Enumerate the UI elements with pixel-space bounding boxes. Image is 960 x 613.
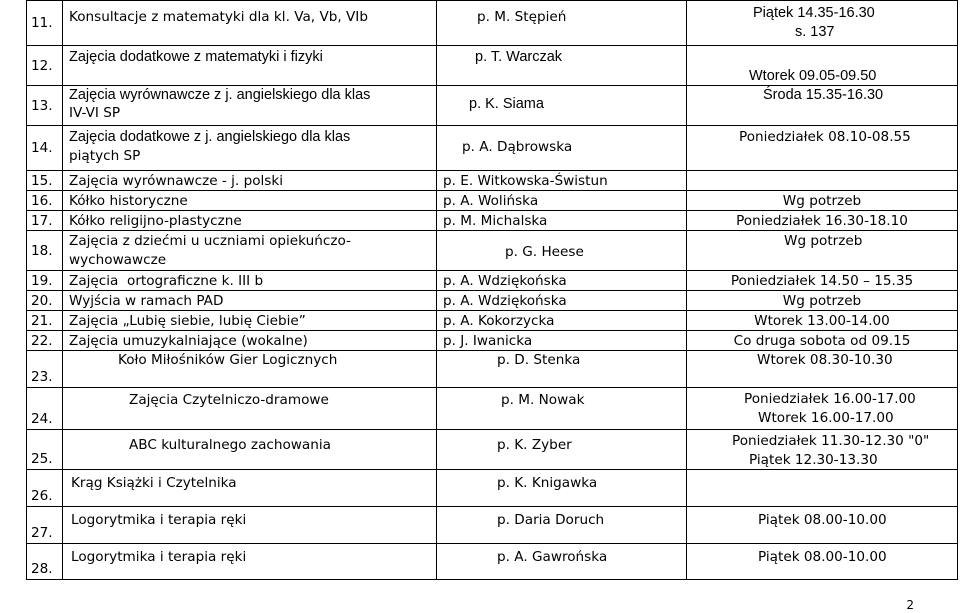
table-row: [27, 311, 958, 331]
row-number: 24.: [31, 411, 53, 427]
activity-name: Zajęcia wyrównawcze - j. polski: [69, 172, 284, 189]
teacher-cell: [437, 231, 687, 271]
time-cell: [687, 231, 958, 271]
table-row: [27, 331, 958, 351]
activity-cell: [63, 211, 437, 231]
time-text: Wtorek 13.00-14.00: [754, 312, 890, 329]
time-text: Wg potrzeb: [782, 192, 862, 209]
activity-cell: [63, 470, 437, 507]
activity-cell: [63, 507, 437, 544]
activity-name: Zajęcia umuzykalniające (wokalne): [69, 332, 308, 349]
activity-name: Zajęcia z dziećmi u uczniami opiekuńczo-: [69, 233, 351, 249]
time-cell: [687, 126, 958, 171]
teacher-name: p. A. Wdziękońska: [443, 272, 567, 289]
activity-cell: [63, 86, 437, 126]
activity-name: Kółko historyczne: [69, 192, 188, 209]
time-cell: [687, 430, 958, 470]
time-cell: [687, 544, 958, 580]
table-row: [27, 126, 958, 171]
time-text: Poniedziałek 11.30-12.30 "0": [732, 433, 930, 449]
row-number: 13.: [31, 97, 53, 114]
row-number: 23.: [31, 369, 53, 385]
teacher-cell: [437, 507, 687, 544]
time-cell: [687, 388, 958, 430]
teacher-cell: [437, 126, 687, 171]
time-text-line2: Piątek 12.30-13.30: [749, 452, 878, 468]
time-text: Piątek 14.35-16.30: [753, 5, 875, 21]
teacher-cell: [437, 544, 687, 580]
activity-cell: [63, 1, 437, 46]
time-cell: [687, 291, 958, 311]
teacher-cell: [437, 388, 687, 430]
page-number: 2: [906, 598, 914, 612]
teacher-name: p. T. Warczak: [475, 49, 563, 65]
row-number-cell: [27, 507, 63, 544]
row-number: 26.: [31, 488, 53, 504]
activity-cell: [63, 191, 437, 211]
activity-cell: [63, 311, 437, 331]
activity-cell: [63, 46, 437, 86]
table-row: [27, 211, 958, 231]
teacher-name: p. G. Heese: [505, 244, 584, 260]
activity-name: Logorytmika i terapia ręki: [71, 512, 247, 528]
activity-name: Kółko religijno-plastyczne: [69, 212, 242, 229]
teacher-cell: [437, 211, 687, 231]
time-cell: [687, 271, 958, 291]
activity-cell: [63, 430, 437, 470]
time-text: Poniedziałek 14.50 – 15.35: [730, 272, 914, 289]
row-number-cell: [27, 46, 63, 86]
time-text-line2: Wtorek 16.00-17.00: [758, 410, 894, 426]
table-row: [27, 46, 958, 86]
row-number: 15.: [31, 172, 53, 189]
teacher-cell: [437, 331, 687, 351]
row-number: 11.: [31, 15, 53, 31]
table-row: [27, 271, 958, 291]
time-cell: [687, 171, 958, 191]
row-number-cell: [27, 388, 63, 430]
teacher-name: p. K. Siama: [469, 96, 544, 112]
time-cell: [687, 46, 958, 86]
table-row: [27, 191, 958, 211]
time-cell: [687, 331, 958, 351]
teacher-cell: [437, 291, 687, 311]
teacher-name: p. M. Nowak: [501, 392, 585, 408]
row-number: 28.: [31, 561, 53, 577]
activity-name: Zajęcia ortograficzne k. III b: [69, 272, 264, 289]
time-text: Piątek 08.00-10.00: [758, 512, 887, 528]
row-number: 12.: [31, 57, 53, 74]
time-text: Wg potrzeb: [784, 233, 863, 249]
activity-name: Konsultacje z matematyki dla kl. Va, Vb, VIb: [69, 9, 368, 25]
row-number: 22.: [31, 332, 53, 349]
row-number: 25.: [31, 451, 53, 467]
activity-name: Koło Miłośników Gier Logicznych: [118, 352, 338, 368]
teacher-name: p. A. Kokorzycka: [443, 312, 555, 329]
time-text: Wtorek 08.30-10.30: [757, 352, 893, 368]
teacher-name: p. Daria Doruch: [497, 512, 605, 528]
table-row: [27, 351, 958, 388]
teacher-cell: [437, 311, 687, 331]
row-number-cell: [27, 470, 63, 507]
row-number-cell: [27, 191, 63, 211]
time-cell: [687, 470, 958, 507]
activity-cell: [63, 291, 437, 311]
teacher-cell: [437, 171, 687, 191]
time-text: Wg potrzeb: [782, 292, 862, 309]
row-number-cell: [27, 291, 63, 311]
teacher-name: p. M. Michalska: [443, 212, 548, 229]
time-text: Wtorek 09.05-09.50: [749, 68, 877, 84]
table-row: [27, 388, 958, 430]
teacher-cell: [437, 1, 687, 46]
row-number: 17.: [31, 212, 53, 229]
activity-cell: [63, 126, 437, 171]
row-number-cell: [27, 86, 63, 126]
row-number-cell: [27, 351, 63, 388]
activity-cell: [63, 351, 437, 388]
table-row: [27, 470, 958, 507]
teacher-name: p. A. Wolińska: [443, 192, 539, 209]
row-number-cell: [27, 171, 63, 191]
activity-cell: [63, 271, 437, 291]
activity-name: Zajęcia „Lubię siebie, lubię Ciebie”: [69, 312, 306, 329]
table-row: [27, 430, 958, 470]
row-number-cell: [27, 231, 63, 271]
row-number-cell: [27, 331, 63, 351]
row-number-cell: [27, 271, 63, 291]
time-cell: [687, 311, 958, 331]
teacher-name: p. D. Stenka: [497, 352, 581, 368]
activity-name: Logorytmika i terapia ręki: [71, 549, 247, 565]
teacher-cell: [437, 191, 687, 211]
activity-name: ABC kulturalnego zachowania: [129, 437, 331, 453]
activity-name: Zajęcia wyrównawcze z j. angielskiego dla klas: [69, 87, 371, 103]
activity-name: Krąg Książki i Czytelnika: [71, 475, 237, 491]
row-number: 18.: [31, 242, 53, 259]
row-number: 14.: [31, 140, 53, 156]
activity-name: Zajęcia dodatkowe z matematyki i fizyki: [69, 49, 323, 65]
time-text: Poniedziałek 16.30-18.10: [736, 212, 908, 229]
activity-name-line2: piątych SP: [69, 148, 141, 164]
teacher-name: p. E. Witkowska-Świstun: [443, 172, 608, 189]
time-text: Poniedziałek 08.10-08.55: [739, 129, 911, 145]
teacher-name: p. K. Zyber: [497, 437, 572, 453]
table-row: [27, 171, 958, 191]
time-text: Co druga sobota od 09.15: [733, 332, 911, 349]
table-row: [27, 231, 958, 271]
time-cell: [687, 507, 958, 544]
time-cell: [687, 191, 958, 211]
time-text: Piątek 08.00-10.00: [758, 549, 887, 565]
activity-cell: [63, 544, 437, 580]
time-text: Poniedziałek 16.00-17.00: [744, 391, 916, 407]
teacher-name: p. A. Gawrońska: [497, 549, 608, 565]
teacher-cell: [437, 470, 687, 507]
row-number: 16.: [31, 192, 53, 209]
teacher-name: p. J. Iwanicka: [443, 332, 533, 349]
time-cell: [687, 351, 958, 388]
activity-name: Zajęcia dodatkowe z j. angielskiego dla klas: [69, 129, 351, 145]
table-row: [27, 86, 958, 126]
teacher-name: p. A. Dąbrowska: [462, 139, 573, 155]
activity-cell: [63, 171, 437, 191]
activity-cell: [63, 331, 437, 351]
row-number-cell: [27, 211, 63, 231]
row-number: 21.: [31, 312, 53, 329]
time-cell: [687, 86, 958, 126]
activity-name-line2: IV-VI SP: [69, 105, 121, 121]
teacher-cell: [437, 86, 687, 126]
teacher-name: p. A. Wdziękońska: [443, 292, 567, 309]
row-number-cell: [27, 1, 63, 46]
teacher-name: p. K. Knigawka: [497, 475, 598, 491]
table-row: [27, 291, 958, 311]
activity-name: Wyjścia w ramach PAD: [69, 292, 224, 309]
table-row: [27, 1, 958, 46]
activity-name-line2: wychowawcze: [69, 252, 167, 268]
activity-cell: [63, 231, 437, 271]
teacher-cell: [437, 271, 687, 291]
schedule-table: [26, 0, 958, 580]
room-text: s. 137: [795, 24, 835, 40]
row-number: 19.: [31, 272, 53, 289]
table-row: [27, 544, 958, 580]
activity-name: Zajęcia Czytelniczo-dramowe: [129, 392, 329, 408]
table-row: [27, 507, 958, 544]
row-number: 20.: [31, 292, 53, 309]
row-number-cell: [27, 430, 63, 470]
row-number: 27.: [31, 525, 53, 541]
teacher-cell: [437, 46, 687, 86]
row-number-cell: [27, 544, 63, 580]
time-text: Środa 15.35-16.30: [763, 87, 884, 103]
teacher-cell: [437, 430, 687, 470]
teacher-cell: [437, 351, 687, 388]
time-cell: [687, 211, 958, 231]
row-number-cell: [27, 311, 63, 331]
row-number-cell: [27, 126, 63, 171]
activity-cell: [63, 388, 437, 430]
time-cell: [687, 1, 958, 46]
teacher-name: p. M. Stępień: [477, 9, 567, 25]
